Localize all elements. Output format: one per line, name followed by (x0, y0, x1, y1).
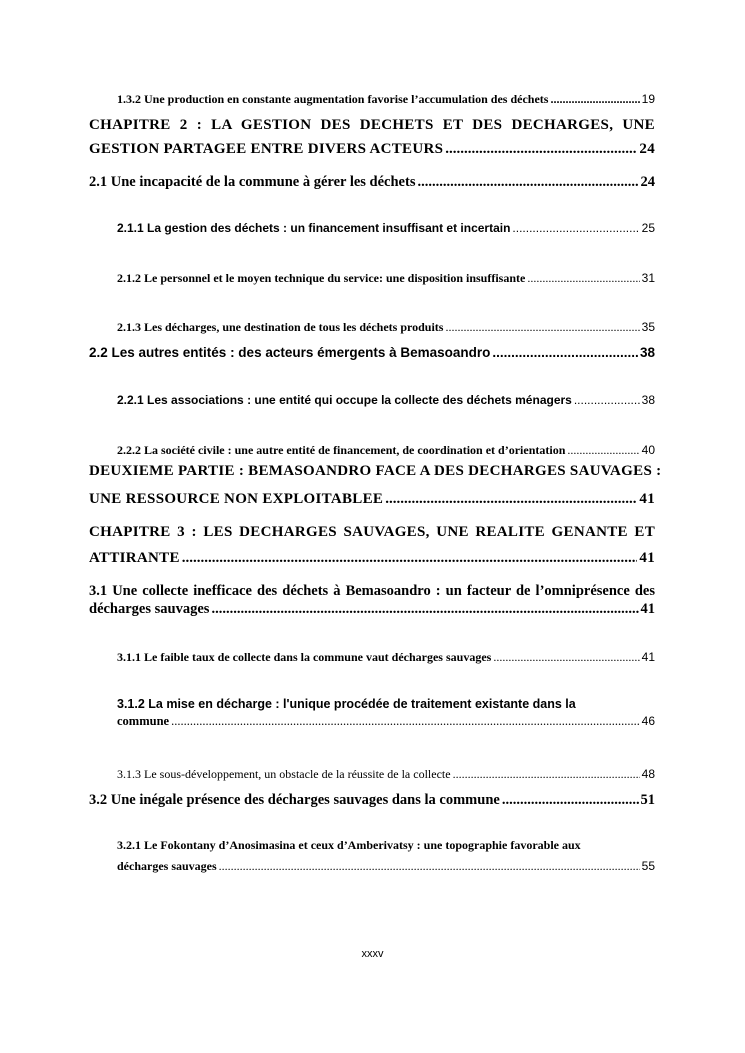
toc-page-number: 40 (641, 443, 655, 457)
toc-page-number: 41 (639, 550, 655, 566)
toc-entry-title-line2: décharges sauvages (89, 601, 210, 617)
dot-leader (182, 550, 638, 567)
toc-entry-2-1-3[interactable] (117, 320, 655, 335)
toc-entry-title: 2.1.1 La gestion des déchets : un financement insuffisant et incertain (117, 221, 511, 235)
dot-leader (453, 767, 640, 782)
toc-entry-title-line2: décharges sauvages (117, 859, 217, 873)
toc-entry-3-1-2[interactable] (117, 697, 655, 729)
toc-page-number: 41 (641, 650, 655, 664)
toc-entry-3-2-1[interactable] (117, 838, 655, 874)
toc-entry-2-1-1[interactable] (117, 221, 655, 235)
toc-page-number: 24 (640, 174, 655, 190)
toc-entry-title-line2: UNE RESSOURCE NON EXPLOITABLEE (89, 491, 384, 507)
toc-entry-title-line1: 3.1.2 La mise en décharge : l'unique procédée de traitement existante dans la (117, 697, 576, 711)
dot-leader (417, 174, 638, 191)
toc-entry-title: 3.1.1 Le faible taux de collecte dans la commune vaut décharges sauvages (117, 650, 492, 664)
toc-entry-2-1-2[interactable] (117, 271, 655, 286)
toc-page-number: 19 (641, 92, 655, 106)
toc-page-number: 51 (640, 792, 655, 808)
toc-page-number: 24 (639, 141, 655, 157)
page-number-footer: xxxv (361, 948, 384, 960)
toc-page-number: 35 (641, 320, 655, 334)
toc-page-number: 25 (641, 221, 655, 235)
dot-leader (171, 714, 640, 729)
toc-entry-2-2-2[interactable] (117, 443, 655, 458)
dot-leader (445, 320, 639, 335)
dot-leader (493, 650, 639, 665)
toc-entry-title-line1: 3.2.1 Le Fokontany d’Anosimasina et ceux d’Amberivatsy : une topographie favorable aux (117, 838, 581, 852)
dot-leader (445, 141, 637, 158)
toc-page-number: 38 (639, 345, 655, 360)
toc-entry-title-line2: GESTION PARTAGEE ENTRE DIVERS ACTEURS (89, 141, 444, 157)
dot-leader (219, 859, 640, 874)
dot-leader (550, 92, 639, 107)
toc-entry-title: 3.2 Une inégale présence des décharges sauvages dans la commune (89, 792, 500, 808)
dot-leader (512, 221, 639, 235)
toc-entry-chapitre-2[interactable] (89, 117, 655, 158)
toc-entry-1-3-2[interactable] (117, 92, 655, 107)
toc-entry-3-2[interactable] (89, 792, 655, 809)
toc-entry-3-1-3[interactable] (117, 767, 655, 782)
dot-leader (527, 271, 639, 286)
dot-leader (211, 601, 638, 618)
toc-page-number: 31 (641, 271, 655, 285)
toc-page-number: 41 (640, 601, 655, 617)
dot-leader (385, 491, 637, 508)
toc-entry-title: 2.2 Les autres entités : des acteurs émergents à Bemasoandro (89, 345, 491, 360)
toc-entry-title: 2.1.2 Le personnel et le moyen technique du service: une disposition insuffisante (117, 271, 526, 285)
toc-entry-2-1[interactable] (89, 174, 655, 191)
toc-page-number: 46 (641, 714, 655, 728)
toc-entry-title-line1: CHAPITRE 2 : LA GESTION DES DECHETS ET DES DECHARGES, UNE (89, 117, 655, 133)
toc-entry-3-1[interactable] (89, 583, 655, 618)
toc-entry-chapitre-3[interactable] (89, 524, 655, 567)
toc-entry-title: 3.1.3 Le sous-développement, un obstacle de la réussite de la collecte (117, 767, 451, 781)
toc-page-number: 41 (639, 491, 655, 507)
toc-entry-title-line2: commune (117, 714, 170, 728)
toc-page-number: 38 (641, 393, 655, 407)
toc-entry-title-line1: CHAPITRE 3 : LES DECHARGES SAUVAGES, UNE REALITE GENANTE ET (89, 524, 655, 540)
toc-entry-title-line1: DEUXIEME PARTIE : BEMASOANDRO FACE A DES DECHARGES SAUVAGES : (89, 463, 662, 479)
dot-leader (567, 443, 639, 458)
toc-page-number: 55 (641, 859, 655, 873)
toc-page-number: 48 (641, 767, 655, 781)
toc-entry-title-line2: ATTIRANTE (89, 550, 180, 566)
dot-leader (574, 393, 640, 407)
dot-leader (502, 792, 639, 809)
toc-entry-title: 2.1 Une incapacité de la commune à gérer les déchets (89, 174, 416, 190)
toc-entry-3-1-1[interactable] (117, 650, 655, 665)
toc-entry-title: 2.2.2 La société civile : une autre entité de financement, de coordination et d’orientation (117, 443, 566, 457)
toc-entry-deuxieme-partie[interactable] (89, 463, 662, 508)
toc-entry-title: 2.2.1 Les associations : une entité qui occupe la collecte des déchets ménagers (117, 393, 572, 407)
dot-leader (492, 345, 638, 360)
toc-entry-title: 2.1.3 Les décharges, une destination de tous les déchets produits (117, 320, 444, 334)
toc-entry-2-2-1[interactable] (117, 393, 655, 407)
toc-entry-title-line1: 3.1 Une collecte inefficace des déchets à Bemasoandro : un facteur de l’omniprésence des (89, 583, 655, 599)
toc-entry-title: 1.3.2 Une production en constante augmentation favorise l’accumulation des déchets (117, 92, 549, 106)
toc-entry-2-2[interactable] (89, 345, 655, 360)
